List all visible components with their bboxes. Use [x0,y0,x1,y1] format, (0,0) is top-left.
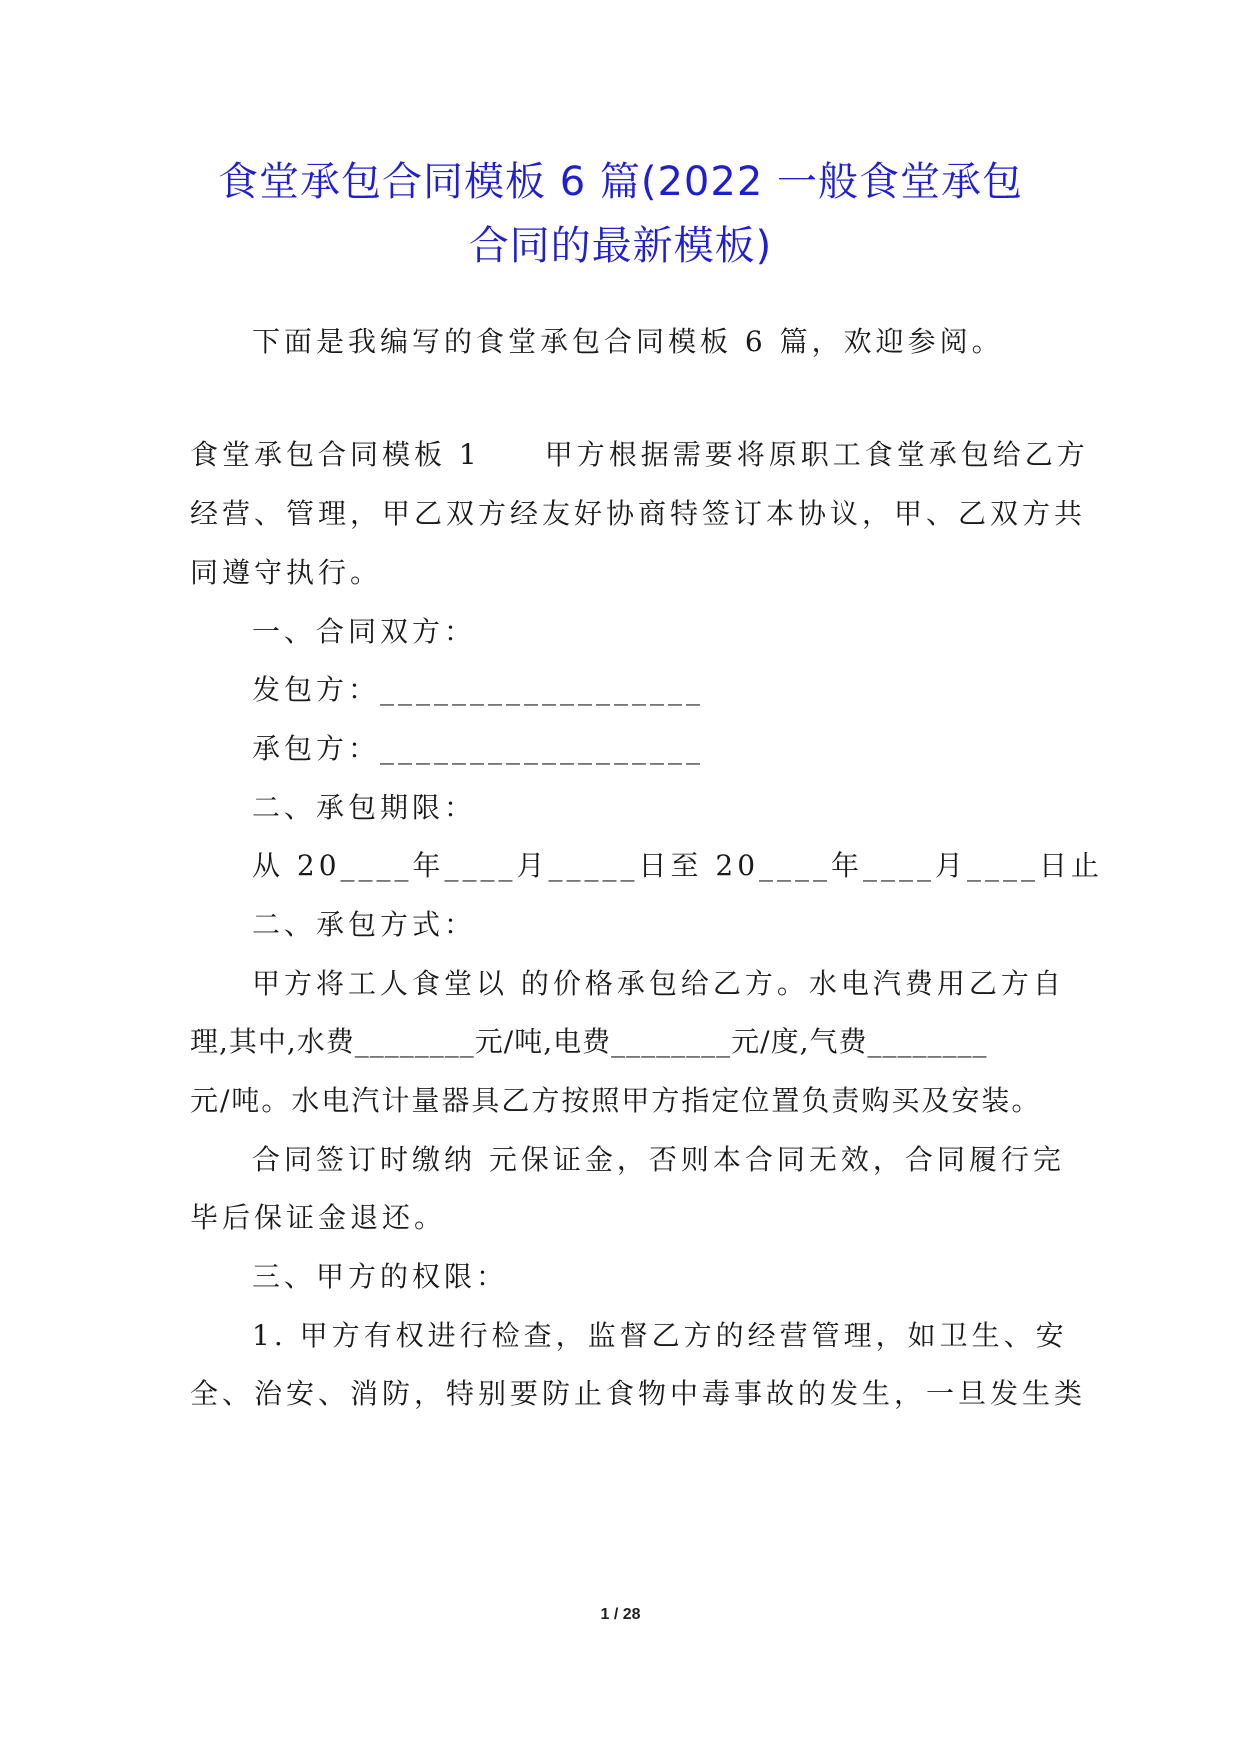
document-title-line-1: 食堂承包合同模板 6 篇(2022 一般食堂承包 [218,159,1023,205]
body-line: 1. 甲方有权进行检查，监督乙方的经营管理，如卫生、安 [252,1319,1068,1352]
section-heading: 一、合同双方： [252,615,477,648]
body-line: 理,其中,水费________元/吨,电费________元/度,气费________ [190,1025,988,1058]
document-title-line-2: 合同的最新模板) [468,223,773,269]
section-heading: 二、承包方式： [252,908,477,941]
body-line: 发包方：__________________ [252,673,705,706]
page-number: 1 / 28 [600,1606,641,1623]
body-line: 合同签订时缴纳 元保证金，否则本合同无效，合同履行完 [252,1143,1065,1176]
intro-paragraph: 下面是我编写的食堂承包合同模板 6 篇，欢迎参阅。 [252,325,1004,358]
body-line: 经营、管理，甲乙双方经友好协商特签订本协议，甲、乙双方共 [190,497,1087,530]
section-heading: 二、承包期限： [252,791,477,824]
body-line: 元/吨。水电汽计量器具乙方按照甲方指定位置负责购买及安装。 [190,1084,1042,1117]
body-line: 毕后保证金退还。 [190,1201,447,1234]
body-line: 全、治安、消防，特别要防止食物中毒事故的发生，一旦发生类 [190,1377,1087,1410]
body-line: 同遵守执行。 [190,556,383,589]
body-line: 甲方将工人食堂以 的价格承包给乙方。水电汽费用乙方自 [252,967,1065,1000]
body-line: 从 20____年____月_____日至 20____年____月____日止 [252,849,1104,882]
section-heading: 三、甲方的权限： [252,1260,509,1293]
body-line: 食堂承包合同模板 1 甲方根据需要将原职工食堂承包给乙方 [190,438,1089,471]
body-line: 承包方：__________________ [252,732,705,765]
